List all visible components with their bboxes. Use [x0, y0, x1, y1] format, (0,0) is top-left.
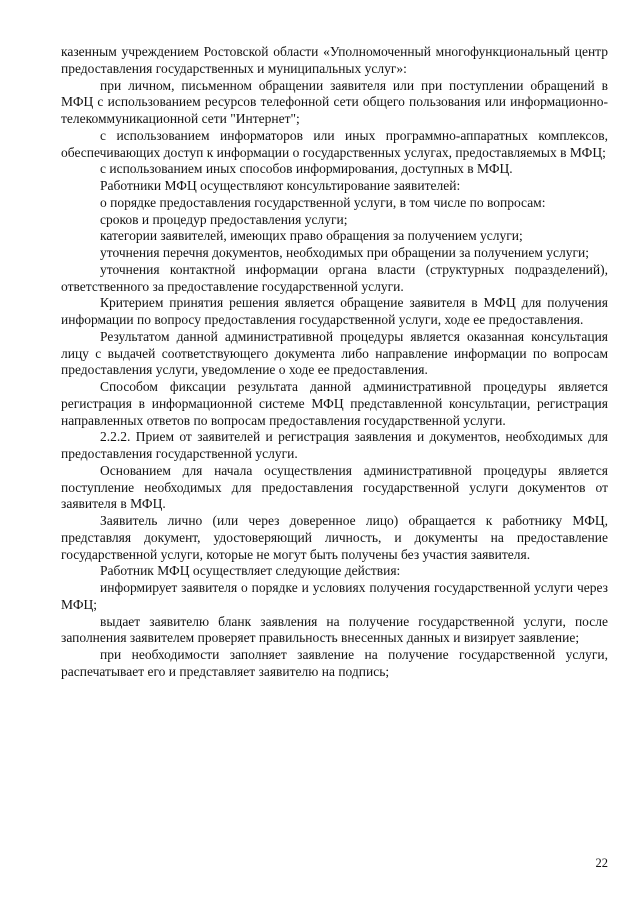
paragraph: при необходимости заполняет заявление на получение государственной услуги, распечатывает его и представляет заявителю на подпись; [61, 647, 608, 679]
paragraph: сроков и процедур предоставления услуги; [100, 211, 348, 227]
paragraph: Работник МФЦ осуществляет следующие действия: [100, 563, 401, 579]
paragraph: с использованием информаторов или иных программно-аппаратных комплексов, обеспечивающих доступ к информации о государственных услугах, предоставляемых в МФЦ; [61, 127, 608, 160]
page-number: 22 [595, 856, 608, 870]
paragraph: уточнения перечня документов, необходимых при обращении за получением услуги; [100, 245, 590, 260]
paragraph: Способом фиксации результата данной административной процедуры является регистрация в информационной системе МФЦ представленной консультации, регистрация направленных ответов по вопросам предоставления государственной услуги. [61, 379, 608, 428]
section-heading: 2.2.2. Прием от заявителей и регистрация заявления и документов, необходимых для предоставления государственной услуги. [61, 429, 608, 461]
paragraph: Результатом данной административной процедуры является оказанная консультация лицу с выдачей соответствующего документа либо направление информации по вопросам предоставления услуги, уведомление о ходе ее предоставления. [61, 328, 608, 378]
paragraph: категории заявителей, имеющих право обращения за получением услуги; [100, 228, 523, 244]
paragraph: уточнения контактной информации органа власти (структурных подразделений), ответственного за предоставление государственной услуги. [61, 261, 608, 294]
paragraph: Заявитель лично (или через доверенное лицо) обращается к работнику МФЦ, представляя документ, удостоверяющий личность, и документы на предоставление государственной услуги, которые не могут быть получены без участия заявителя. [61, 513, 608, 562]
paragraph: Критерием принятия решения является обращение заявителя в МФЦ для получения информации по вопросу предоставления государственной услуги, ходе ее предоставления. [61, 295, 608, 327]
paragraph: казенным учреждением Ростовской области «Уполномоченный многофункциональный центр предоставления государственных и муниципальных услуг»: [61, 44, 608, 76]
paragraph: при личном, письменном обращении заявителя или при поступлении обращений в МФЦ с использованием ресурсов телефонной сети общего пользования или информационно-телекоммуникационной сети "Интернет"; [61, 77, 608, 126]
paragraph: информирует заявителя о порядке и условиях получения государственной услуги через МФЦ; [61, 580, 608, 612]
paragraph: о порядке предоставления государственной услуги, в том числе по вопросам: [100, 194, 546, 210]
paragraph: Работники МФЦ осуществляют консультирование заявителей: [100, 178, 461, 193]
paragraph: Основанием для начала осуществления административной процедуры является поступление необходимых для предоставления государственной услуги документов от заявителя в МФЦ. [61, 462, 608, 512]
document-body [61, 44, 608, 681]
paragraph: выдает заявителю бланк заявления на получение государственной услуги, после заполнения заявителем проверяет правильность внесенных данных и визирует заявление; [61, 613, 608, 646]
paragraph: с использованием иных способов информирования, доступных в МФЦ. [100, 161, 513, 177]
